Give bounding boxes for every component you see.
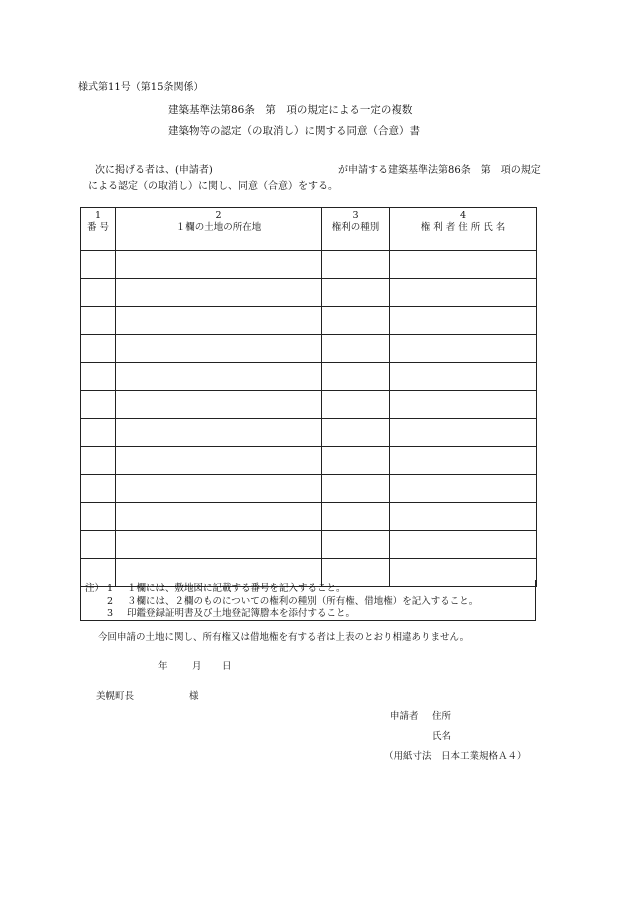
cell-holder[interactable] <box>390 531 537 559</box>
date-month: 月 <box>192 661 202 672</box>
cell-holder[interactable] <box>390 363 537 391</box>
table-row <box>81 279 537 307</box>
cell-location[interactable] <box>116 503 322 531</box>
cell-right-type[interactable] <box>322 391 390 419</box>
date-day: 日 <box>222 661 232 672</box>
cell-number[interactable] <box>81 447 116 475</box>
date-year: 年 <box>158 661 168 672</box>
cell-right-type[interactable] <box>322 279 390 307</box>
rights-holder-table <box>80 207 537 587</box>
cell-holder[interactable] <box>390 251 537 279</box>
cell-right-type[interactable] <box>322 503 390 531</box>
cell-holder[interactable] <box>390 503 537 531</box>
intro-applicant: 次に掲げる者は、(申請者) <box>95 165 213 176</box>
table-row <box>81 447 537 475</box>
header-holder: 4 権 利 者 住 所 氏 名 <box>390 208 537 251</box>
cell-location[interactable] <box>116 419 322 447</box>
intro-line-2: による認定（の取消し）に関し、同意（合意）をする。 <box>88 181 338 192</box>
cell-location[interactable] <box>116 531 322 559</box>
table-row <box>81 335 537 363</box>
cell-right-type[interactable] <box>322 447 390 475</box>
cell-number[interactable] <box>81 363 116 391</box>
intro-article: が申請する建築基準法第86条 第 項の規定 <box>338 165 541 176</box>
consent-statement: 今回申請の土地に関し、所有権又は借地権を有する者は上表のとおり相違ありません。 <box>98 632 470 643</box>
header-number: 1 番 号 <box>81 208 116 251</box>
cell-number[interactable] <box>81 475 116 503</box>
cell-location[interactable] <box>116 475 322 503</box>
note-3-number: 3 <box>107 608 114 619</box>
table-row <box>81 363 537 391</box>
header-right-type: 3 権利の種別 <box>322 208 390 251</box>
note-1-number: 1 <box>107 583 114 594</box>
cell-holder[interactable] <box>390 335 537 363</box>
note-3-text: 印鑑登録証明書及び土地登記簿謄本を添付すること。 <box>127 608 356 619</box>
cell-location[interactable] <box>116 335 322 363</box>
cell-right-type[interactable] <box>322 475 390 503</box>
title-line-2: 建築物等の認定（の取消し）に関する同意（合意）書 <box>168 125 420 137</box>
table-row <box>81 503 537 531</box>
cell-holder[interactable] <box>390 391 537 419</box>
cell-right-type[interactable] <box>322 419 390 447</box>
table-row <box>81 475 537 503</box>
cell-holder[interactable] <box>390 447 537 475</box>
honorific: 様 <box>189 691 199 702</box>
cell-right-type[interactable] <box>322 531 390 559</box>
cell-holder[interactable] <box>390 307 537 335</box>
cell-right-type[interactable] <box>322 307 390 335</box>
cell-right-type[interactable] <box>322 335 390 363</box>
cell-holder[interactable] <box>390 475 537 503</box>
cell-right-type[interactable] <box>322 363 390 391</box>
table-row <box>81 531 537 559</box>
cell-number[interactable] <box>81 307 116 335</box>
applicant-label: 申請者 <box>390 711 419 722</box>
cell-location[interactable] <box>116 391 322 419</box>
header-location: 2 １欄の土地の所在地 <box>116 208 322 251</box>
cell-right-type[interactable] <box>322 251 390 279</box>
note-2-number: 2 <box>107 596 114 607</box>
cell-location[interactable] <box>116 251 322 279</box>
table-row <box>81 307 537 335</box>
paper-size-note: （用紙寸法 日本工業規格Ａ４） <box>384 751 527 762</box>
cell-holder[interactable] <box>390 279 537 307</box>
cell-number[interactable] <box>81 335 116 363</box>
cell-holder[interactable] <box>390 419 537 447</box>
table-row <box>81 391 537 419</box>
cell-number[interactable] <box>81 531 116 559</box>
notes-box <box>80 580 536 621</box>
title-line-1: 建築基準法第86条 第 項の規定による一定の複数 <box>168 104 413 116</box>
cell-location[interactable] <box>116 447 322 475</box>
note-1-text: １欄には、敷地図に記載する番号を記入すること。 <box>127 583 346 594</box>
cell-location[interactable] <box>116 307 322 335</box>
address-label: 住所 <box>432 711 452 722</box>
note-2-text: ３欄には、２欄のものについての権利の種別（所有権、借地権）を記入すること。 <box>127 596 479 607</box>
cell-number[interactable] <box>81 251 116 279</box>
name-label: 氏名 <box>432 731 452 742</box>
table-row <box>81 419 537 447</box>
table-header-row <box>81 208 537 251</box>
cell-number[interactable] <box>81 391 116 419</box>
cell-number[interactable] <box>81 279 116 307</box>
notes-prefix: 注） <box>85 583 105 594</box>
table-row <box>81 251 537 279</box>
cell-number[interactable] <box>81 503 116 531</box>
cell-location[interactable] <box>116 279 322 307</box>
addressee: 美幌町長 <box>96 691 135 702</box>
cell-number[interactable] <box>81 419 116 447</box>
form-number: 様式第11号（第15条関係） <box>78 82 204 93</box>
cell-location[interactable] <box>116 363 322 391</box>
